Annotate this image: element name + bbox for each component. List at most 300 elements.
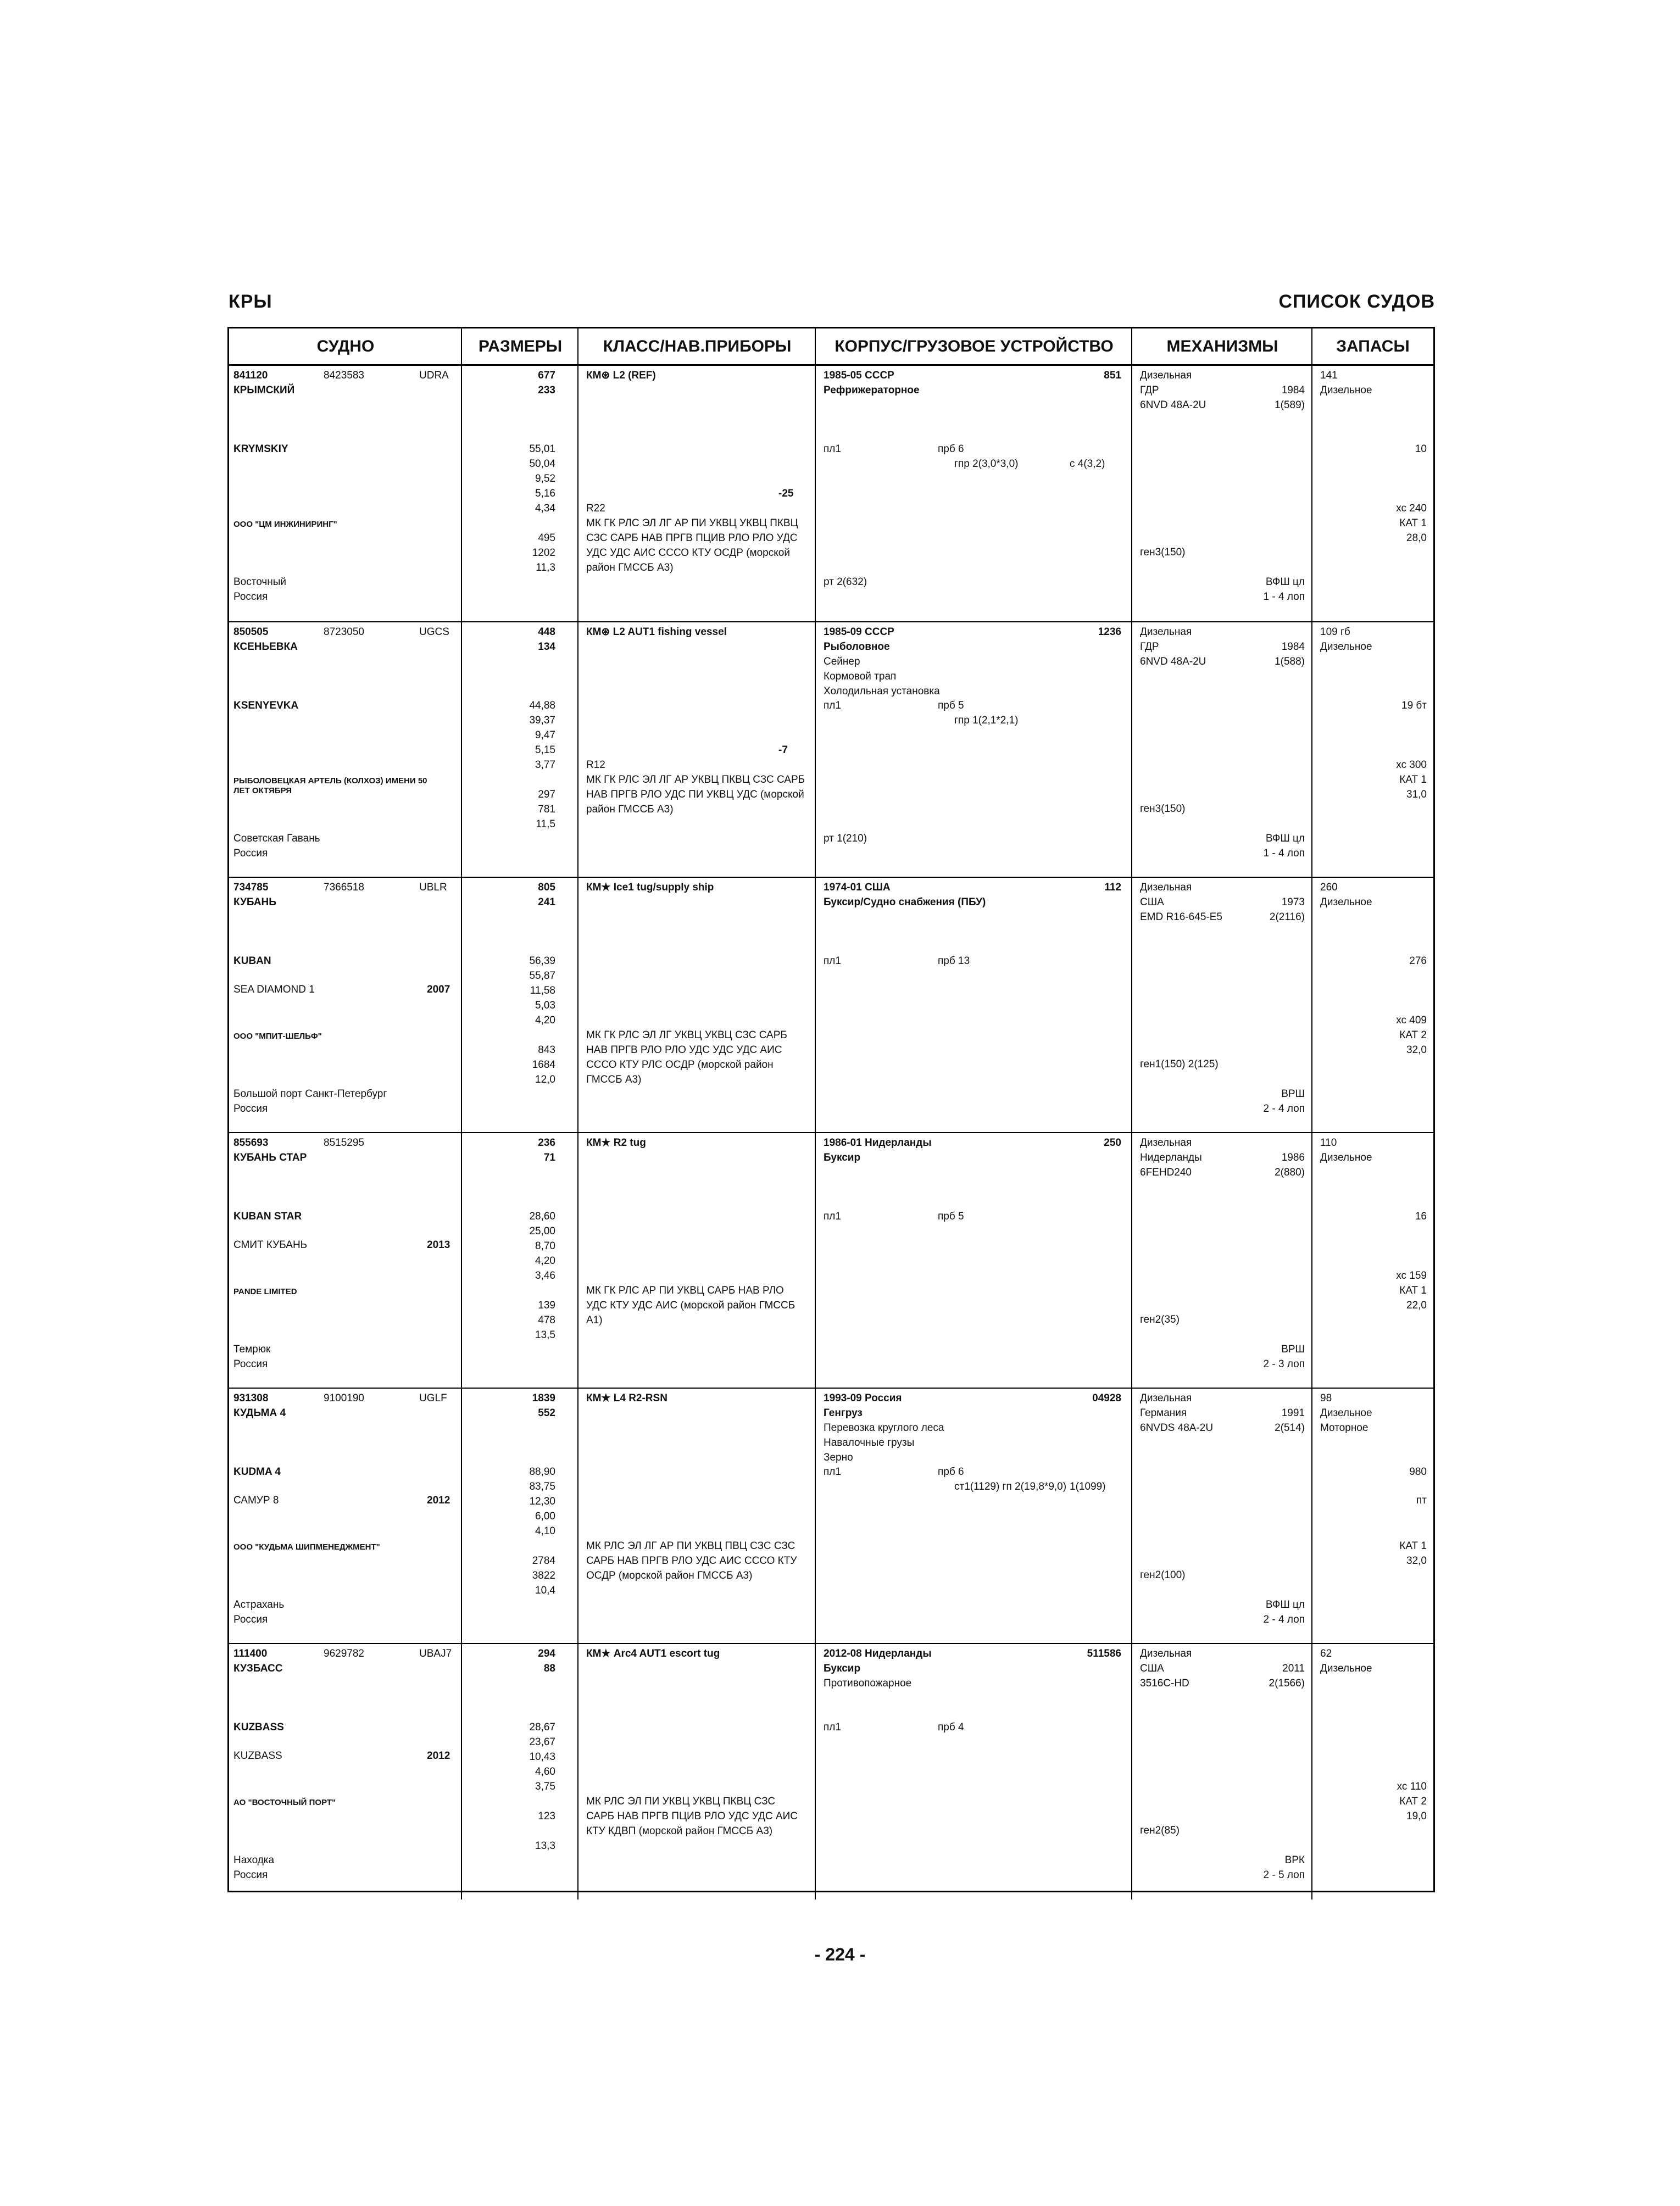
dimension-value: 25,00 [529, 1225, 555, 1237]
column-header-class: КЛАСС/НАВ.ПРИБОРЫ [578, 328, 816, 366]
category-value: 32,0 [1406, 1555, 1427, 1567]
column-divider [1131, 1389, 1132, 1644]
ship-entry [229, 1388, 1433, 1643]
deck-info: прб 5 [938, 700, 964, 711]
imo-number: 7366518 [324, 882, 364, 893]
column-divider [577, 1133, 578, 1389]
registry-number: 850505 [233, 626, 269, 638]
hatch-info: ст1(1129) гп 2(19,8*9,0) [954, 1481, 1067, 1492]
hull-type: Зерно [824, 1452, 853, 1463]
column-divider [1311, 878, 1312, 1133]
ice-category: R22 [586, 503, 605, 514]
column-divider [815, 328, 816, 366]
generator-info: ген2(35) [1140, 1314, 1180, 1325]
gross-tonnage: 1839 [532, 1392, 555, 1404]
fuel-type: Моторное [1320, 1422, 1369, 1434]
dimension-value: 3,77 [535, 759, 555, 771]
class-notation: КМ★ R2 tug [586, 1137, 646, 1149]
nav-equipment: МК РЛС ЭЛ ЛГ АР ПИ УКВЦ ПВЦ СЗС СЗС САРБ НАВ ПРГВ РЛО УДС АИС СССО КТУ ОСДР (морской район ГМССБ А3) [586, 1540, 797, 1581]
ship-name: КУБАНЬ [233, 896, 276, 908]
engine-model: 6FEHD240 [1140, 1167, 1192, 1178]
dimension-value: 11,3 [536, 562, 555, 573]
class-notation: КМ★ Arc4 AUT1 escort tug [586, 1648, 720, 1659]
refrigerator-capacity: хс 409 [1396, 1015, 1427, 1026]
column-header-hull: КОРПУС/ГРУЗОВОЕ УСТРОЙСТВО [816, 328, 1132, 366]
hatch-info: гпр 2(3,0*3,0) [954, 458, 1019, 470]
rt-info: рт 1(210) [824, 833, 867, 844]
dimension-value: 297 [538, 789, 555, 800]
dimension-value: 9,52 [535, 473, 555, 484]
hull-type: Буксир [824, 1152, 861, 1163]
column-divider [577, 1389, 578, 1644]
flag-country: Россия [233, 591, 268, 603]
column-divider [1311, 1389, 1312, 1644]
former-name: СМИТ КУБАНЬ [233, 1239, 308, 1251]
propeller-blades: 2 - 4 лоп [1263, 1614, 1305, 1625]
fuel-type: Дизельное [1320, 1663, 1372, 1674]
owner-name: ООО "КУДЬМА ШИПМЕНЕДЖМЕНТ" [233, 1542, 380, 1552]
engine-type: Дизельная [1140, 626, 1192, 638]
dimension-value: 13,5 [535, 1329, 555, 1341]
engine-power: 1(588) [1275, 656, 1305, 667]
former-name: SEA DIAMOND 1 [233, 984, 315, 995]
flag-country: Россия [233, 848, 268, 859]
fuel-type: Дизельное [1320, 385, 1372, 396]
ship-name: КУБАНЬ СТАР [233, 1152, 307, 1163]
crane-info: с 4(3,2) [1070, 458, 1105, 470]
imo-number: 8423583 [324, 370, 364, 381]
water-type: пт [1416, 1495, 1427, 1506]
dimension-value: 44,88 [529, 700, 555, 711]
propeller-type: ВФШ цл [1265, 833, 1305, 844]
dimension-value: 50,04 [529, 458, 555, 470]
gross-tonnage: 294 [538, 1648, 555, 1659]
rt-info: рт 2(632) [824, 576, 867, 588]
build-year-country: 1974-01 США [824, 882, 891, 893]
registry-number: 734785 [233, 882, 269, 893]
fuel-capacity: 141 [1320, 370, 1338, 381]
deadweight: 112 [1104, 882, 1121, 893]
dimension-value: 83,75 [529, 1481, 555, 1492]
temperature-mark: -7 [778, 744, 788, 756]
class-notation: КМ★ L4 R2-RSN [586, 1392, 667, 1404]
dimension-value: 56,39 [529, 955, 555, 967]
dimension-value: 8,70 [535, 1240, 555, 1252]
gross-tonnage: 134 [538, 641, 555, 653]
home-port: Советская Гавань [233, 833, 320, 844]
registry-number: 855693 [233, 1137, 269, 1149]
propeller-blades: 2 - 4 лоп [1263, 1103, 1305, 1115]
deck-info: пл1 [824, 1466, 841, 1478]
water-capacity: 276 [1409, 955, 1427, 967]
column-header-ship: СУДНО [229, 328, 462, 366]
call-sign: UGLF [419, 1392, 447, 1404]
column-divider [1131, 366, 1132, 621]
engine-country: Нидерланды [1140, 1152, 1202, 1163]
generator-info: ген3(150) [1140, 547, 1186, 558]
column-header-supplies: ЗАПАСЫ [1312, 328, 1433, 366]
dimension-value: 4,34 [535, 503, 555, 514]
dimension-value: 843 [538, 1044, 555, 1056]
column-divider [461, 366, 462, 621]
ship-name-latin: KUDMA 4 [233, 1466, 281, 1478]
dimension-value: 3,75 [535, 1781, 555, 1792]
dimension-value: 39,37 [529, 715, 555, 726]
column-divider [815, 878, 816, 1133]
deck-info: прб 5 [938, 1211, 964, 1222]
ship-entry [229, 1643, 1433, 1898]
refrigerator-capacity: хс 300 [1396, 759, 1427, 771]
dimension-value: 1202 [532, 547, 555, 559]
dimension-value: 88,90 [529, 1466, 555, 1478]
deck-info: прб 13 [938, 955, 970, 967]
engine-model: 6NVD 48A-2U [1140, 399, 1206, 411]
deck-info: пл1 [824, 443, 841, 455]
hull-type: Кормовой трап [824, 671, 897, 682]
engine-power: 2(2116) [1269, 911, 1305, 923]
dimension-value: 23,67 [529, 1736, 555, 1748]
dimension-value: 13,3 [535, 1840, 555, 1852]
deck-info: пл1 [824, 700, 841, 711]
fuel-capacity: 62 [1320, 1648, 1332, 1659]
hull-type: Противопожарное [824, 1678, 912, 1689]
deadweight: 851 [1104, 370, 1121, 381]
column-divider [815, 1133, 816, 1389]
fuel-type: Дизельное [1320, 1407, 1372, 1419]
propeller-blades: 2 - 5 лоп [1263, 1869, 1305, 1881]
hull-type: Навалочные грузы [824, 1437, 915, 1449]
gross-tonnage: 805 [538, 882, 555, 893]
engine-type: Дизельная [1140, 1137, 1192, 1149]
column-divider [815, 622, 816, 878]
call-sign: UBAJ7 [419, 1648, 452, 1659]
former-name-year: 2012 [427, 1495, 450, 1506]
dimension-value: 5,15 [535, 744, 555, 756]
engine-country: ГДР [1140, 385, 1159, 396]
ship-entry [229, 877, 1433, 1132]
dimension-value: 3822 [532, 1570, 555, 1581]
category-value: 19,0 [1406, 1811, 1427, 1822]
ship-entry [229, 1132, 1433, 1388]
ship-name: КУДЬМА 4 [233, 1407, 286, 1419]
ship-entry [229, 366, 1433, 621]
dimension-value: 11,5 [536, 818, 555, 830]
gross-tonnage: 88 [543, 1663, 555, 1674]
owner-name: PANDE LIMITED [233, 1287, 297, 1296]
deck-info: прб 6 [938, 1466, 964, 1478]
build-year-country: 1985-09 СССР [824, 626, 894, 638]
gross-tonnage: 233 [538, 385, 555, 396]
gross-tonnage: 448 [538, 626, 555, 638]
fuel-capacity: 98 [1320, 1392, 1332, 1404]
column-divider [461, 622, 462, 878]
engine-power: 2(880) [1275, 1167, 1305, 1178]
nav-equipment: МК ГК РЛС ЭЛ ЛГ АР ПИ УКВЦ УКВЦ ПКВЦ СЗС САРБ НАВ ПРГВ ПЦИВ РЛО РЛО УДС УДС УДС АИС СССО КТУ ОСДР (морской район ГМССБ А3) [586, 517, 798, 573]
column-divider [461, 1133, 462, 1389]
engine-country: Германия [1140, 1407, 1187, 1419]
dimension-value: 10,43 [529, 1751, 555, 1763]
build-year-country: 2012-08 Нидерланды [824, 1648, 932, 1659]
class-notation: КМ⊛ L2 (REF) [586, 370, 656, 381]
dimension-value: 3,46 [535, 1270, 555, 1282]
gross-tonnage: 71 [543, 1152, 555, 1163]
dimension-value: 495 [538, 532, 555, 544]
class-notation: КМ⊛ L2 AUT1 fishing vessel [586, 626, 727, 638]
category-value: 22,0 [1406, 1300, 1427, 1311]
ship-name-latin: KUZBASS [233, 1722, 284, 1733]
ship-name-latin: KSENYEVKA [233, 700, 299, 711]
ship-register-table [227, 327, 1435, 1892]
ice-category: R12 [586, 759, 605, 771]
deadweight: 250 [1104, 1137, 1121, 1149]
engine-power: 2(1566) [1269, 1678, 1305, 1689]
engine-model: 3516C-HD [1140, 1678, 1189, 1689]
temperature-mark: -25 [778, 488, 794, 499]
category-value: 31,0 [1406, 789, 1427, 800]
engine-type: Дизельная [1140, 1392, 1192, 1404]
column-divider [815, 366, 816, 621]
dimension-value: 781 [538, 804, 555, 815]
hull-type: Генгруз [824, 1407, 863, 1419]
crane-info: 1(1099) [1070, 1481, 1106, 1492]
ship-name-latin: KUBAN [233, 955, 271, 967]
fuel-capacity: 109 гб [1320, 626, 1350, 638]
former-name: САМУР 8 [233, 1495, 279, 1506]
hull-type: Сейнер [824, 656, 860, 667]
dimension-value: 55,87 [529, 970, 555, 982]
home-port: Находка [233, 1854, 275, 1866]
owner-name: РЫБОЛОВЕЦКАЯ АРТЕЛЬ (КОЛХОЗ) ИМЕНИ 50 ЛЕТ ОКТЯБРЯ [233, 776, 427, 795]
category-value: 32,0 [1406, 1044, 1427, 1056]
owner-name: ООО "ЦМ ИНЖИНИРИНГ" [233, 520, 337, 529]
hull-type: Рефрижераторное [824, 385, 920, 396]
gross-tonnage: 552 [538, 1407, 555, 1419]
hatch-info: гпр 1(2,1*2,1) [954, 715, 1019, 726]
imo-number: 9629782 [324, 1648, 364, 1659]
gross-tonnage: 241 [538, 896, 555, 908]
fuel-type: Дизельное [1320, 896, 1372, 908]
engine-year: 1986 [1281, 1152, 1305, 1163]
propeller-type: ВФШ цл [1265, 1599, 1305, 1611]
column-divider [1131, 878, 1132, 1133]
generator-info: ген2(85) [1140, 1825, 1180, 1836]
imo-number: 8723050 [324, 626, 364, 638]
column-divider [1131, 1644, 1132, 1899]
former-name-year: 2007 [427, 984, 450, 995]
dimension-value: 28,60 [529, 1211, 555, 1222]
dimension-value: 12,30 [529, 1496, 555, 1507]
water-capacity: 980 [1409, 1466, 1427, 1478]
nav-equipment: МК ГК РЛС ЭЛ ЛГ АР УКВЦ ПКВЦ СЗС САРБ НАВ ПРГВ РЛО УДС ПИ УКВЦ УДС (морской район ГМССБ А3) [586, 774, 805, 815]
fuel-capacity: 110 [1320, 1137, 1337, 1149]
propeller-type: ВРШ [1281, 1344, 1305, 1355]
propeller-type: ВФШ цл [1265, 576, 1305, 588]
column-divider [1311, 1133, 1312, 1389]
column-divider [577, 366, 578, 621]
column-divider [577, 1644, 578, 1899]
ship-name: КРЫМСКИЙ [233, 385, 295, 396]
dimension-value: 4,20 [535, 1015, 555, 1026]
hull-type: Холодильная установка [824, 686, 940, 697]
dimension-value: 55,01 [529, 443, 555, 455]
deadweight: 511586 [1087, 1648, 1121, 1659]
column-header-dimensions: РАЗМЕРЫ [462, 328, 578, 366]
flag-country: Россия [233, 1103, 268, 1115]
dimension-value: 139 [538, 1300, 555, 1311]
hull-type: Буксир/Судно снабжения (ПБУ) [824, 896, 986, 908]
column-divider [1131, 1133, 1132, 1389]
dimension-value: 5,03 [535, 1000, 555, 1011]
engine-model: 6NVD 48A-2U [1140, 656, 1206, 667]
ship-name: КСЕНЬЕВКА [233, 641, 298, 653]
engine-year: 1984 [1281, 641, 1305, 653]
home-port: Темрюк [233, 1344, 271, 1355]
category-value: 28,0 [1406, 532, 1427, 544]
build-year-country: 1985-05 СССР [824, 370, 894, 381]
hull-type: Буксир [824, 1663, 861, 1674]
category-label: КАТ 1 [1399, 774, 1427, 786]
column-divider [1131, 328, 1132, 366]
build-year-country: 1986-01 Нидерланды [824, 1137, 932, 1149]
fuel-type: Дизельное [1320, 641, 1372, 653]
column-divider [461, 1389, 462, 1644]
nav-equipment: МК ГК РЛС АР ПИ УКВЦ САРБ НАВ РЛО УДС КТУ УДС АИС (морской район ГМССБ А1) [586, 1285, 796, 1326]
dimension-value: 4,20 [535, 1255, 555, 1267]
engine-country: США [1140, 896, 1164, 908]
propeller-type: ВРШ [1281, 1088, 1305, 1100]
dimension-value: 4,60 [535, 1766, 555, 1778]
flag-country: Россия [233, 1869, 268, 1881]
dimension-value: 6,00 [535, 1511, 555, 1522]
former-name-year: 2012 [427, 1750, 450, 1762]
deadweight: 04928 [1092, 1392, 1121, 1404]
fuel-capacity: 260 [1320, 882, 1338, 893]
column-divider [577, 328, 578, 366]
nav-equipment: МК РЛС ЭЛ ПИ УКВЦ УКВЦ ПКВЦ СЗС САРБ НАВ ПРГВ ПЦИВ РЛО УДС УДС АИС КТУ КДВП (морской район ГМССБ А3) [586, 1796, 798, 1837]
column-header-machinery: МЕХАНИЗМЫ [1132, 328, 1312, 366]
category-label: КАТ 2 [1399, 1029, 1427, 1041]
water-capacity: 10 [1415, 443, 1427, 455]
former-name-year: 2013 [427, 1239, 450, 1251]
category-label: КАТ 2 [1399, 1796, 1427, 1807]
column-divider [577, 622, 578, 878]
generator-info: ген1(150) 2(125) [1140, 1059, 1219, 1070]
engine-year: 1991 [1281, 1407, 1305, 1419]
water-capacity: 16 [1415, 1211, 1427, 1222]
page-number: - 224 - [814, 1945, 866, 1964]
engine-model: 6NVDS 48A-2U [1140, 1422, 1214, 1434]
dimension-value: 478 [538, 1314, 555, 1326]
generator-info: ген3(150) [1140, 803, 1186, 815]
owner-name: ООО "МПИТ-ШЕЛЬФ" [233, 1032, 322, 1041]
dimension-value: 12,0 [535, 1074, 555, 1085]
engine-year: 1984 [1281, 385, 1305, 396]
engine-year: 2011 [1282, 1663, 1305, 1674]
deadweight: 1236 [1098, 626, 1121, 638]
water-capacity: 19 бт [1401, 700, 1427, 711]
gross-tonnage: 236 [538, 1137, 555, 1149]
dimension-value: 28,67 [529, 1722, 555, 1733]
propeller-blades: 1 - 4 лоп [1263, 591, 1305, 603]
owner-name: АО "ВОСТОЧНЫЙ ПОРТ" [233, 1798, 336, 1807]
ship-name-latin: KUBAN STAR [233, 1211, 302, 1222]
ship-name: КУЗБАСС [233, 1663, 283, 1674]
propeller-blades: 1 - 4 лоп [1263, 848, 1305, 859]
dimension-value: 5,16 [535, 488, 555, 499]
deck-info: прб 4 [938, 1722, 964, 1733]
deck-info: пл1 [824, 955, 841, 967]
column-divider [461, 1644, 462, 1899]
engine-type: Дизельная [1140, 370, 1192, 381]
page-header-right: СПИСОК СУДОВ [1278, 291, 1435, 312]
column-divider [1311, 328, 1312, 366]
propeller-blades: 2 - 3 лоп [1263, 1358, 1305, 1370]
deck-info: прб 6 [938, 443, 964, 455]
deck-info: пл1 [824, 1211, 841, 1222]
engine-type: Дизельная [1140, 882, 1192, 893]
generator-info: ген2(100) [1140, 1569, 1186, 1581]
dimension-value: 1684 [532, 1059, 555, 1071]
propeller-type: ВРК [1284, 1854, 1305, 1866]
column-divider [1131, 622, 1132, 878]
home-port: Восточный [233, 576, 287, 588]
engine-type: Дизельная [1140, 1648, 1192, 1659]
refrigerator-capacity: хс 159 [1396, 1270, 1427, 1282]
nav-equipment: МК ГК РЛС ЭЛ ЛГ УКВЦ УКВЦ СЗС САРБ НАВ ПРГВ РЛО РЛО УДС УДС УДС АИС СССО КТУ РЛС ОСДР (морской район ГМССБ А3) [586, 1029, 787, 1085]
dimension-value: 10,4 [535, 1585, 555, 1596]
engine-power: 1(589) [1275, 399, 1305, 411]
registry-number: 111400 [233, 1648, 268, 1659]
registry-number: 931308 [233, 1392, 269, 1404]
column-divider [461, 878, 462, 1133]
call-sign: UGCS [419, 626, 449, 638]
imo-number: 9100190 [324, 1392, 364, 1404]
dimension-value: 2784 [532, 1555, 555, 1567]
call-sign: UBLR [419, 882, 447, 893]
engine-country: США [1140, 1663, 1164, 1674]
column-divider [577, 878, 578, 1133]
fuel-type: Дизельное [1320, 1152, 1372, 1163]
category-label: КАТ 1 [1399, 1540, 1427, 1552]
dimension-value: 9,47 [535, 729, 555, 741]
column-divider [1311, 622, 1312, 878]
column-divider [815, 1644, 816, 1899]
class-notation: КМ★ Ice1 tug/supply ship [586, 882, 714, 893]
engine-year: 1973 [1281, 896, 1305, 908]
hull-type: Рыболовное [824, 641, 890, 653]
dimension-value: 123 [538, 1811, 555, 1822]
imo-number: 8515295 [324, 1137, 364, 1149]
refrigerator-capacity: хс 110 [1397, 1781, 1427, 1792]
dimension-value: 4,10 [535, 1525, 555, 1537]
former-name: KUZBASS [233, 1750, 282, 1762]
category-label: КАТ 1 [1399, 1285, 1427, 1296]
category-label: КАТ 1 [1399, 517, 1427, 529]
flag-country: Россия [233, 1614, 268, 1625]
column-divider [1311, 366, 1312, 621]
dimension-value: 11,58 [530, 985, 555, 996]
home-port: Астрахань [233, 1599, 285, 1611]
ship-entry [229, 621, 1433, 877]
registry-number: 841120 [233, 370, 268, 381]
column-divider [461, 328, 462, 366]
engine-country: ГДР [1140, 641, 1159, 653]
deck-info: пл1 [824, 1722, 841, 1733]
flag-country: Россия [233, 1358, 268, 1370]
ship-name-latin: KRYMSKIY [233, 443, 288, 455]
call-sign: UDRA [419, 370, 449, 381]
page-header-left: КРЫ [229, 291, 272, 312]
